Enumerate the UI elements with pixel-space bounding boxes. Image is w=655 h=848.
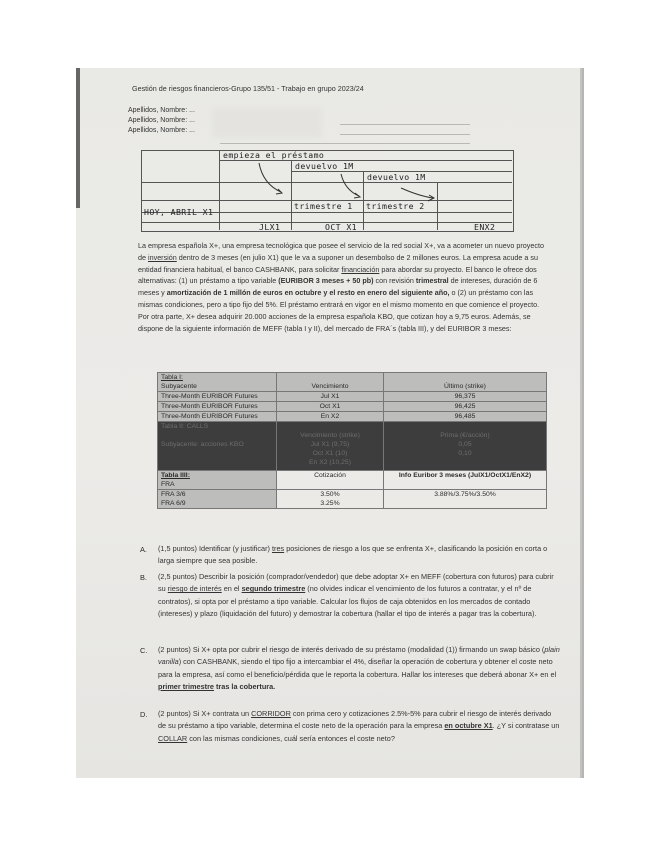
name-field-3: Apellidos, Nombre: ... bbox=[128, 127, 195, 134]
name-field-1: Apellidos, Nombre: ... bbox=[128, 107, 195, 114]
table3-title: Tabla IIII: FRA bbox=[158, 471, 277, 490]
table1-title: Tabla I: Subyacente bbox=[158, 373, 277, 392]
row3-sub: Three-Month EURIBOR Futures bbox=[158, 412, 277, 422]
row1-venc: Jul X1 bbox=[277, 392, 384, 402]
label-oct: OCT X1 bbox=[325, 222, 357, 232]
row3-venc: En X2 bbox=[277, 412, 384, 422]
label-enx2: ENX2 bbox=[474, 222, 496, 232]
row2-sub: Three-Month EURIBOR Futures bbox=[158, 402, 277, 412]
fra-row-labels: FRA 3/6 FRA 6/9 bbox=[158, 490, 277, 509]
sheet-shadow-left bbox=[76, 68, 80, 208]
row2-ult: 96,425 bbox=[384, 402, 547, 412]
question-a-label: A. bbox=[140, 545, 147, 554]
col-info-euribor: Info Euribor 3 meses (JulX1/OctX1/EnX2) bbox=[384, 471, 547, 490]
question-b: (2,5 puntos) Describir la posición (comprador/vendedor) que debe adoptar X+ en MEFF (cobertura con futuros) para cubrir su riesgo de interés en el segundo trimestre (no olvides indicar el vencimiento de los futuros a contratar, y el nº de contratos), si opta por el préstamo a tipo variable. Calcular los flujos de caja obtenidos en los mercados de contado (intereses) y plazo (liquidación del futuro) y demostrar la cobertura (hallar el tipo de interés a pagar tras la cobertura). bbox=[158, 572, 554, 618]
question-a: (1,5 puntos) Identificar (y justificar) tres posiciones de riesgo a los que se enfrenta X+, clasificando la posición en corta o larga siempre que sea posible. bbox=[158, 544, 548, 566]
loan-timeline-diagram bbox=[141, 148, 514, 232]
question-d: (2 puntos) Si X+ contrata un CORRIDOR con prima cero y cotizaciones 2.5%-5% para cubrir el riesgo de interés derivado de su préstamo a tipo variable, determina el coste neto de la operación para la empresa en octubre X1. ¿Y si contratase un COLLAR con las mismas condiciones, cuál sería entonces el coste neto? bbox=[158, 709, 560, 743]
fra-row-values: 3.50% 3.25% bbox=[277, 490, 384, 509]
table2-venc-col: Vencimiento (strike) Jul X1 (9,75) Oct X1 (10) En X2 (10,25) bbox=[277, 422, 384, 471]
label-devuelvo-1: devuelvo 1M bbox=[295, 161, 354, 171]
question-d-label: D. bbox=[140, 710, 148, 719]
row1-sub: Three-Month EURIBOR Futures bbox=[158, 392, 277, 402]
redacted-names bbox=[212, 108, 322, 138]
question-c: (2 puntos) Si X+ opta por cubrir el riesgo de interés derivado de su préstamo (modalidad (1)) firmando un swap básico (plain vanilla) con CASHBANK, siendo el tipo fijo a intercambiar el 4%, diseñar la operación de cobertura y obtener el coste neto para la empresa, así como el beneficio/pérdida que le reporta la cobertura. Hallar los intereses que deberá abonar X+ en el primer trimestre tras la cobertura. bbox=[158, 645, 560, 691]
euribor-values: 3.88%/3.75%/3.50% bbox=[384, 490, 547, 509]
sheet-shadow-right bbox=[580, 68, 584, 778]
question-c-label: C. bbox=[140, 646, 148, 655]
col-ultimo: Último (strike) bbox=[384, 373, 547, 392]
name-line-2 bbox=[340, 134, 470, 135]
name-line-1 bbox=[340, 124, 470, 125]
col-cotizacion: Cotización bbox=[277, 471, 384, 490]
row3-ult: 96,485 bbox=[384, 412, 547, 422]
market-data-table bbox=[157, 372, 547, 509]
question-b-label: B. bbox=[140, 573, 147, 582]
label-devuelvo-2: devuelvo 1M bbox=[367, 172, 426, 182]
document-header: Gestión de riesgos financieros-Grupo 135/51 - Trabajo en grupo 2023/24 bbox=[132, 84, 364, 93]
row2-venc: Oct X1 bbox=[277, 402, 384, 412]
table2-prima-col: Prima (€/acción) 0,05 0,10 bbox=[384, 422, 547, 471]
problem-statement: La empresa española X+, una empresa tecnológica que posee el servicio de la red social X+, va a acometer un nuevo proyecto de inversión dentro de 3 meses (en julio X1) que le va a suponer un desembolso de 2 millones euros. La empresa acude a su entidad financiera habitual, el banco CASHBANK, para solicitar financiación para abordar su proyecto. El banco le ofrece dos alternativas: (1) un préstamo a tipo variable (EURIBOR 3 meses + 50 pb) con revisión trimestral de intereses, duración de 6 meses y amortización de 1 millón de euros en octubre y el resto en enero del siguiente año, o (2) un préstamo con las mismas condiciones, pero a tipo fijo del 5%. El préstamo entrará en vigor en el mismo momento en que comience el proyecto. Por otra parte, X+ desea adquirir 20.000 acciones de la empresa española KBO, que cotizan hoy a 9,75 euros. Además, se dispone de la siguiente información de MEFF (tabla I y II), del mercado de FRA´s (tabla III), y del EURIBOR 3 meses: bbox=[138, 241, 544, 333]
label-trimestre-1: trimestre 1 bbox=[294, 201, 353, 211]
label-hoy: HOY, ABRIL X1 bbox=[144, 207, 214, 217]
label-empieza: empieza el préstamo bbox=[223, 150, 325, 160]
label-trimestre-2: trimestre 2 bbox=[366, 201, 425, 211]
name-line-3 bbox=[220, 143, 470, 144]
row1-ult: 96,375 bbox=[384, 392, 547, 402]
name-field-2: Apellidos, Nombre: ... bbox=[128, 117, 195, 124]
table2-dark-block: Tabla II: CALLS Subyacente: acciones KBO bbox=[158, 422, 277, 471]
col-vencimiento: Vencimiento bbox=[277, 373, 384, 392]
label-jlx1: JLX1 bbox=[259, 222, 281, 232]
